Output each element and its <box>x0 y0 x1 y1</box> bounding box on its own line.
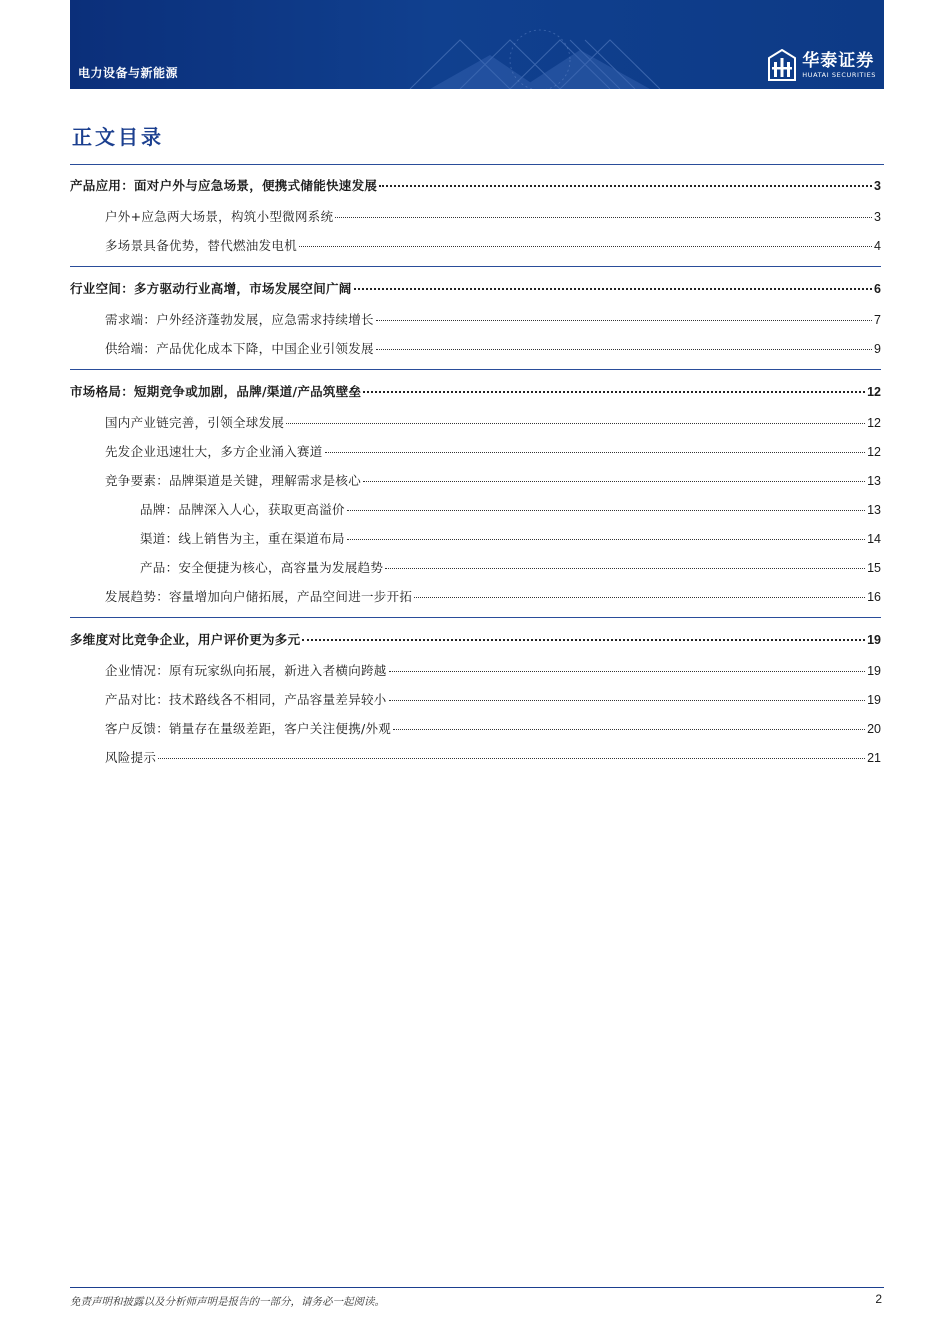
toc-entry-text: 产品对比：技术路线各不相同，产品容量差异较小 <box>105 692 387 707</box>
toc-group <box>70 624 881 778</box>
toc-entry-subsection[interactable] <box>70 495 881 524</box>
banner-decoration <box>370 0 710 89</box>
brand-name-en: HUATAI SECURITIES <box>802 70 876 79</box>
toc-group <box>70 273 881 370</box>
toc-entry-page: 13 <box>867 474 881 488</box>
toc-entry-page: 20 <box>867 722 881 736</box>
toc-leader <box>393 729 865 730</box>
toc-entry-chapter[interactable] <box>70 273 881 305</box>
toc-leader <box>354 288 872 290</box>
toc-entry-page: 7 <box>874 313 881 327</box>
toc-entry-subsection[interactable] <box>70 524 881 553</box>
toc-leader <box>347 510 865 511</box>
huatai-logo-icon <box>768 49 796 81</box>
toc-entry-text: 国内产业链完善，引领全球发展 <box>105 415 285 430</box>
toc-entry-text: 先发企业迅速壮大，多方企业涌入赛道 <box>105 444 323 459</box>
toc-leader <box>363 391 865 393</box>
toc-entry-section[interactable] <box>70 202 881 231</box>
toc-entry-page: 12 <box>867 385 881 399</box>
toc-entry-chapter[interactable] <box>70 170 881 202</box>
toc-entry-page: 6 <box>874 282 881 296</box>
toc-entry-section[interactable] <box>70 437 881 466</box>
toc-leader <box>385 568 865 569</box>
toc-entry-text: 供给端：产品优化成本下降，中国企业引领发展 <box>105 341 374 356</box>
toc-leader <box>158 758 865 759</box>
toc-entry-section[interactable] <box>70 656 881 685</box>
toc-entry-section[interactable] <box>70 334 881 363</box>
toc-entry-page: 14 <box>867 532 881 546</box>
toc-leader <box>389 700 865 701</box>
toc-entry-text: 竞争要素：品牌渠道是关键，理解需求是核心 <box>105 473 362 488</box>
toc-entry-section[interactable] <box>70 231 881 260</box>
toc-entry-text: 户外+应急两大场景，构筑小型微网系统 <box>105 209 334 224</box>
toc-entry-text: 客户反馈：销量存在量级差距，客户关注便携/外观 <box>105 721 392 736</box>
toc-entry-text: 风险提示 <box>105 750 157 765</box>
toc-entry-text: 发展趋势：容量增加向户储拓展，产品空间进一步开拓 <box>105 589 413 604</box>
brand-name-cn: 华泰证券 <box>802 50 875 71</box>
toc-entry-page: 21 <box>867 751 881 765</box>
toc-leader <box>376 349 872 350</box>
footer-disclaimer: 免责声明和披露以及分析师声明是报告的一部分，请务必一起阅读。 <box>70 1296 385 1308</box>
toc-title: 正文目录 <box>72 125 164 149</box>
toc-leader <box>299 246 872 247</box>
toc-group <box>70 376 881 618</box>
title-divider <box>70 164 884 165</box>
toc-entry-text: 企业情况：原有玩家纵向拓展，新进入者横向跨越 <box>105 663 387 678</box>
table-of-contents <box>70 170 881 784</box>
toc-leader <box>347 539 865 540</box>
toc-entry-chapter[interactable] <box>70 624 881 656</box>
toc-leader <box>379 185 872 187</box>
toc-leader <box>286 423 865 424</box>
toc-entry-section[interactable] <box>70 305 881 334</box>
toc-leader <box>376 320 872 321</box>
toc-entry-text: 产品应用：面对户外与应急场景，便携式储能快速发展 <box>70 178 378 193</box>
toc-entry-page: 12 <box>867 416 881 430</box>
toc-entry-page: 9 <box>874 342 881 356</box>
toc-entry-text: 渠道：线上销售为主，重在渠道布局 <box>140 531 345 546</box>
footer-divider <box>70 1287 884 1288</box>
header-banner <box>70 0 884 89</box>
toc-entry-section[interactable] <box>70 466 881 495</box>
report-section-title: 电力设备与新能源 <box>78 66 179 80</box>
toc-entry-chapter[interactable] <box>70 376 881 408</box>
toc-entry-page: 4 <box>874 239 881 253</box>
toc-entry-text: 行业空间：多方驱动行业高增，市场发展空间广阔 <box>70 281 352 296</box>
toc-entry-text: 市场格局：短期竞争或加剧，品牌/渠道/产品筑壁垒 <box>70 384 362 399</box>
toc-entry-section[interactable] <box>70 714 881 743</box>
toc-group <box>70 170 881 267</box>
toc-entry-page: 3 <box>874 210 881 224</box>
toc-entry-page: 19 <box>867 664 881 678</box>
toc-entry-page: 3 <box>874 179 881 193</box>
toc-entry-page: 15 <box>867 561 881 575</box>
toc-entry-section[interactable] <box>70 685 881 714</box>
toc-leader <box>363 481 865 482</box>
toc-entry-text: 多场景具备优势，替代燃油发电机 <box>105 238 298 253</box>
toc-entry-text: 产品：安全便捷为核心，高容量为发展趋势 <box>140 560 384 575</box>
toc-entry-page: 19 <box>867 693 881 707</box>
toc-leader <box>414 597 865 598</box>
page-number: 2 <box>875 1292 882 1306</box>
toc-entry-page: 16 <box>867 590 881 604</box>
toc-entry-section[interactable] <box>70 743 881 772</box>
toc-leader <box>335 217 872 218</box>
toc-entry-subsection[interactable] <box>70 553 881 582</box>
toc-entry-section[interactable] <box>70 408 881 437</box>
brand-logo <box>768 48 876 82</box>
toc-entry-section[interactable] <box>70 582 881 611</box>
toc-entry-page: 13 <box>867 503 881 517</box>
toc-entry-text: 多维度对比竞争企业，用户评价更为多元 <box>70 632 301 647</box>
toc-entry-text: 品牌：品牌深入人心，获取更高溢价 <box>140 502 345 517</box>
toc-entry-page: 19 <box>867 633 881 647</box>
toc-leader <box>325 452 865 453</box>
toc-entry-page: 12 <box>867 445 881 459</box>
toc-leader <box>302 639 865 641</box>
toc-leader <box>389 671 865 672</box>
toc-entry-text: 需求端：户外经济蓬勃发展，应急需求持续增长 <box>105 312 374 327</box>
